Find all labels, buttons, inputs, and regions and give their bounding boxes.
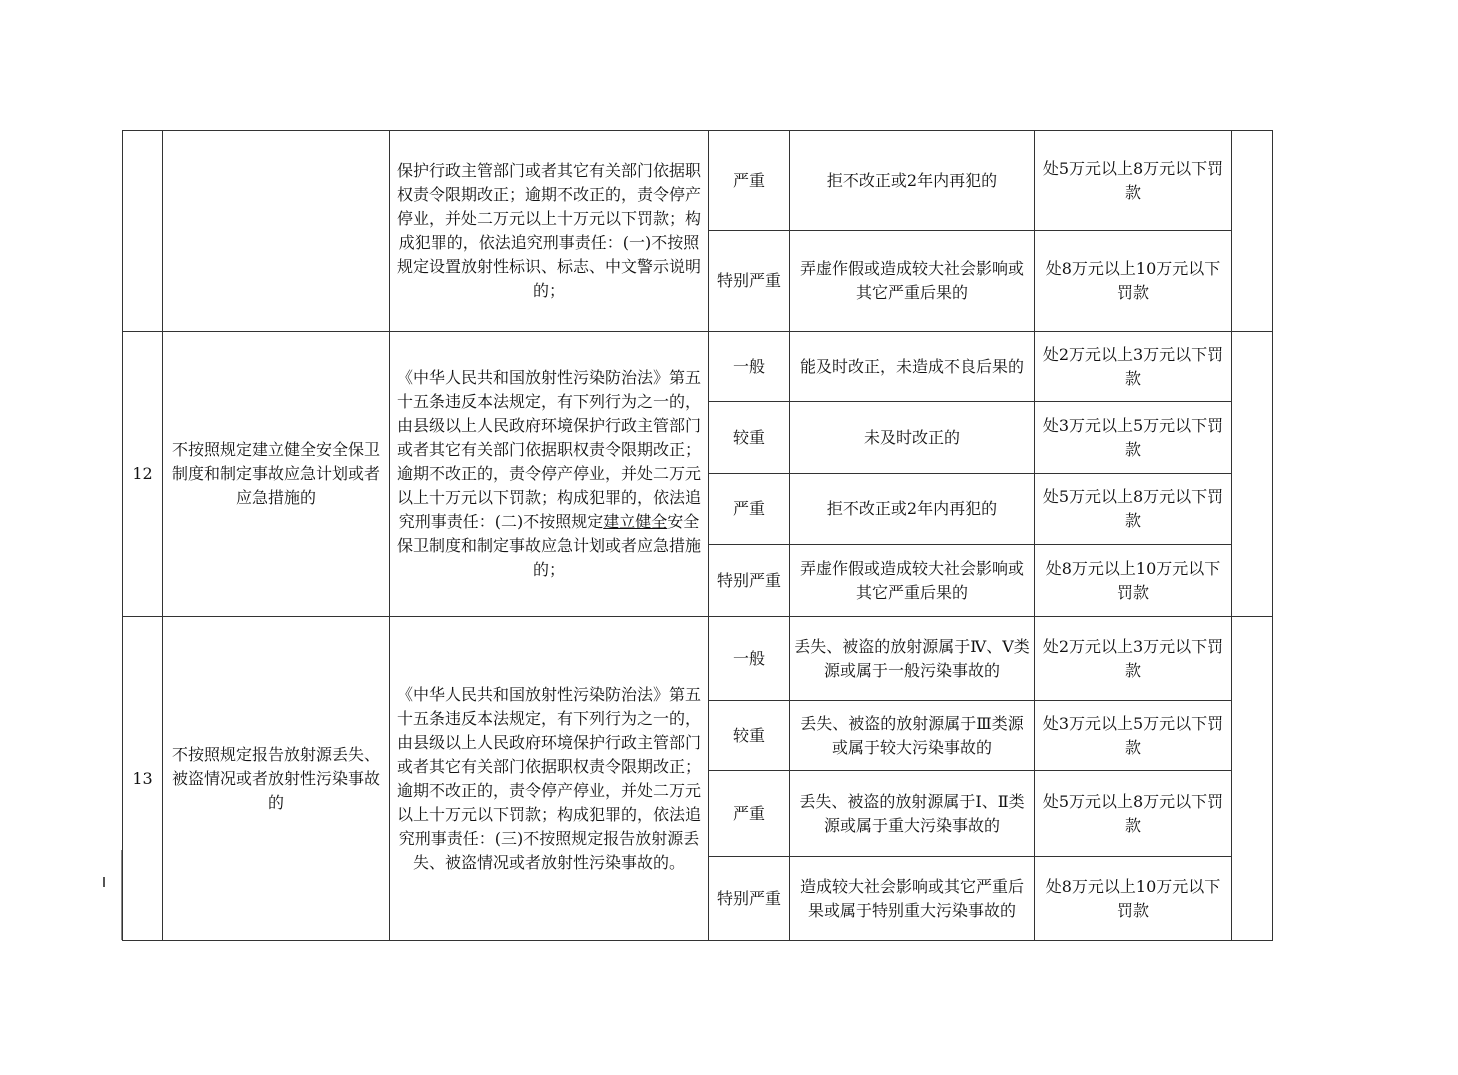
penalty: 处5万元以上8万元以下罚款 [1035, 474, 1232, 545]
circumstance: 未及时改正的 [790, 402, 1035, 474]
penalty: 处5万元以上8万元以下罚款 [1035, 131, 1232, 231]
circumstance: 造成较大社会影响或其它严重后果或属于特别重大污染事故的 [790, 857, 1035, 941]
circumstance: 丢失、被盗的放射源属于Ⅰ、Ⅱ类源或属于重大污染事故的 [790, 771, 1035, 857]
item-number: 12 [123, 332, 163, 617]
severity-level: 较重 [709, 402, 790, 474]
legal-basis-text-tail: 安全保卫制度和制定事故应急计划或者应急措施的； [396, 512, 701, 579]
penalty: 处3万元以上5万元以下罚款 [1035, 402, 1232, 474]
violation-name-cell [163, 131, 390, 332]
penalty: 处5万元以上8万元以下罚款 [1035, 771, 1232, 857]
remarks-cell [1232, 332, 1273, 617]
item-number-cell [123, 131, 163, 332]
circumstance: 丢失、被盗的放射源属于Ⅳ、Ⅴ类源或属于一般污染事故的 [790, 617, 1035, 701]
circumstance: 拒不改正或2年内再犯的 [790, 474, 1035, 545]
penalty: 处8万元以上10万元以下罚款 [1035, 857, 1232, 941]
table-row [123, 131, 1273, 231]
page-margin-line [121, 850, 122, 940]
item-number: 13 [123, 617, 163, 941]
severity-level: 严重 [709, 771, 790, 857]
severity-level: 严重 [709, 474, 790, 545]
table-row [123, 332, 1273, 402]
violation-name: 不按照规定报告放射源丢失、被盗情况或者放射性污染事故的 [163, 617, 390, 941]
legal-basis-underlined: 建立健全 [603, 512, 668, 531]
circumstance: 拒不改正或2年内再犯的 [790, 131, 1035, 231]
remarks-cell [1232, 617, 1273, 941]
circumstance: 弄虚作假或造成较大社会影响或其它严重后果的 [790, 545, 1035, 617]
severity-level: 一般 [709, 617, 790, 701]
circumstance: 能及时改正，未造成不良后果的 [790, 332, 1035, 402]
penalty: 处8万元以上10万元以下罚款 [1035, 231, 1232, 332]
remarks-cell [1232, 131, 1273, 332]
severity-level: 特别严重 [709, 857, 790, 941]
penalty: 处3万元以上5万元以下罚款 [1035, 701, 1232, 771]
penalty: 处2万元以上3万元以下罚款 [1035, 332, 1232, 402]
severity-level: 特别严重 [709, 231, 790, 332]
severity-level: 特别严重 [709, 545, 790, 617]
legal-basis-text: 《中华人民共和国放射性污染防治法》第五十五条违反本法规定，有下列行为之一的，由县级以上人民政府环境保护行政主管部门或者其它有关部门依据职权责令限期改正；逾期不改正的，责令停产停业，并处二万元以上十万元以下罚款；构成犯罪的，依法追究刑事责任：(二)不按照规定 [396, 368, 701, 531]
penalty-table [122, 130, 1273, 941]
legal-basis-text: 保护行政主管部门或者其它有关部门依据职权责令限期改正；逾期不改正的，责令停产停业，并处二万元以上十万元以下罚款；构成犯罪的，依法追究刑事责任：(一)不按照规定设置放射性标识、标志、中文警示说明的； [396, 161, 701, 300]
circumstance: 弄虚作假或造成较大社会影响或其它严重后果的 [790, 231, 1035, 332]
severity-level: 一般 [709, 332, 790, 402]
legal-basis-text: 《中华人民共和国放射性污染防治法》第五十五条违反本法规定，有下列行为之一的，由县级以上人民政府环境保护行政主管部门或者其它有关部门依据职权责令限期改正；逾期不改正的，责令停产停业，并处二万元以上十万元以下罚款；构成犯罪的，依法追究刑事责任：(三)不按照规定报告放射源丢失、被盗情况或者放射性污染事故的。 [396, 684, 701, 872]
severity-level: 较重 [709, 701, 790, 771]
circumstance: 丢失、被盗的放射源属于Ⅲ类源或属于较大污染事故的 [790, 701, 1035, 771]
page-margin-mark [103, 877, 105, 887]
legal-basis-cell [390, 332, 709, 617]
table-row [123, 617, 1273, 701]
violation-name: 不按照规定建立健全安全保卫制度和制定事故应急计划或者应急措施的 [163, 332, 390, 617]
legal-basis-cell [390, 617, 709, 941]
penalty: 处8万元以上10万元以下罚款 [1035, 545, 1232, 617]
severity-level: 严重 [709, 131, 790, 231]
penalty: 处2万元以上3万元以下罚款 [1035, 617, 1232, 701]
legal-basis-cell [390, 131, 709, 332]
